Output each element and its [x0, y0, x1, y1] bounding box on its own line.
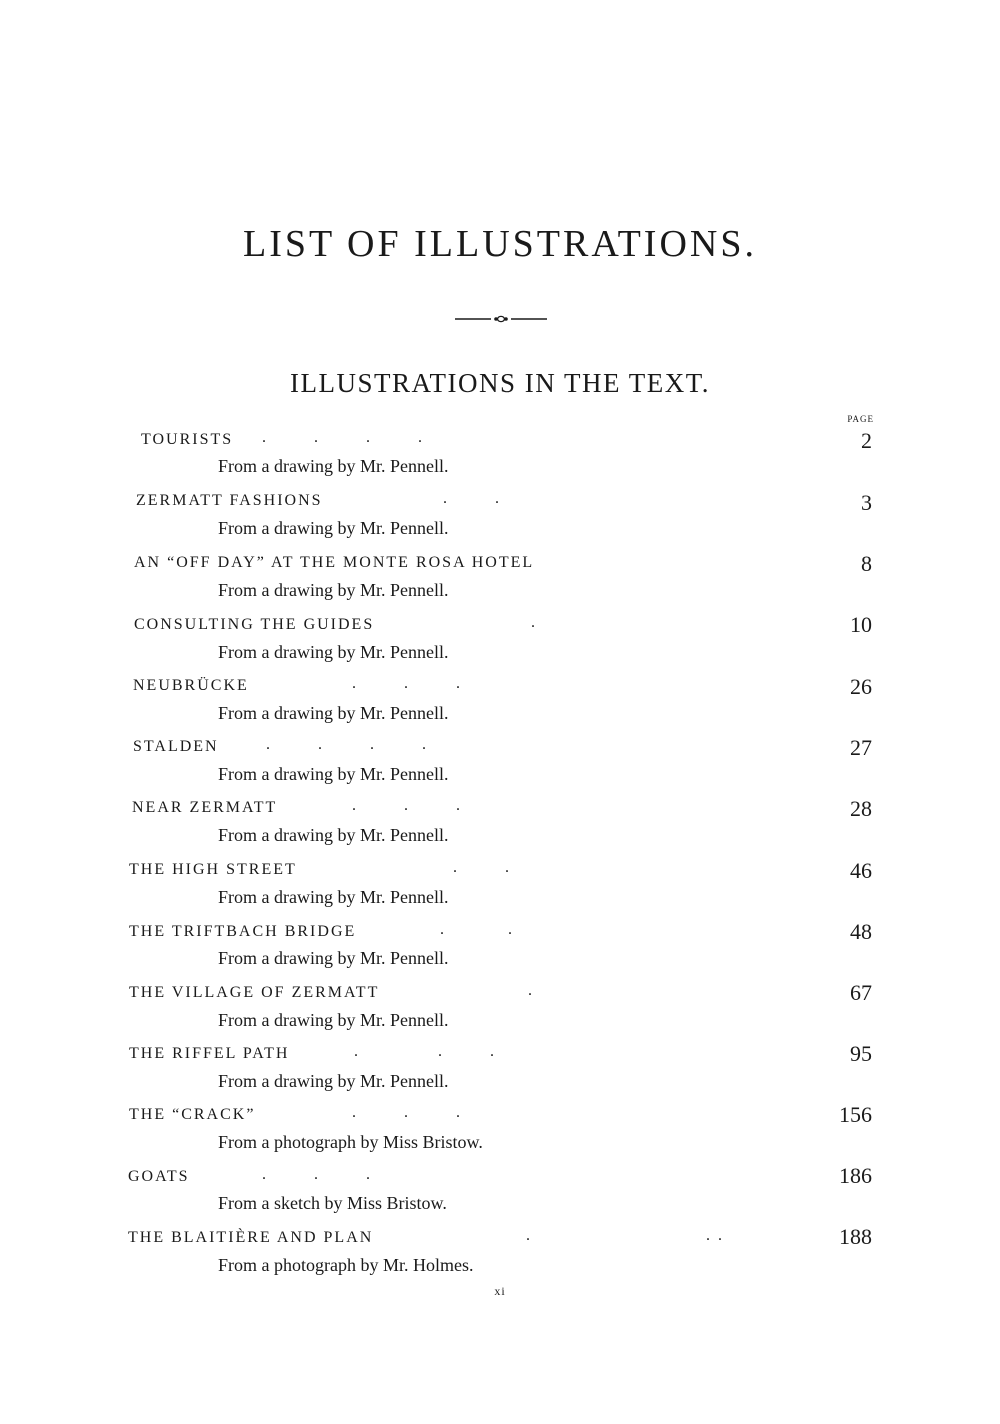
entry-title: ZERMATT FASHIONS [136, 492, 323, 509]
entry-credit: From a drawing by Mr. Pennell. [218, 948, 449, 968]
entry-title: THE “CRACK” [129, 1106, 256, 1123]
entry-page-number: 156 [839, 1102, 872, 1127]
entry-page-number: 46 [850, 858, 872, 883]
entry-credit: From a photograph by Miss Bristow. [218, 1132, 483, 1152]
entry-credit: From a drawing by Mr. Pennell. [218, 764, 449, 784]
entry-title: AN “OFF DAY” AT THE MONTE ROSA HOTEL [134, 554, 535, 571]
entry-title: THE BLAITIÈRE AND PLAN [128, 1229, 374, 1246]
entry-page-number: 2 [861, 428, 872, 453]
entry-credit: From a drawing by Mr. Pennell. [218, 580, 449, 600]
leader-dots: . [531, 614, 535, 631]
entry-credit: From a photograph by Mr. Holmes. [218, 1255, 474, 1275]
leader-dots: . . [440, 921, 512, 938]
entry-page-number: 95 [850, 1041, 872, 1066]
entry-page-number: 8 [861, 551, 872, 576]
leader-dots: . . [443, 490, 499, 507]
entry-credit: From a drawing by Mr. Pennell. [218, 518, 449, 538]
leader-dots: . . . [262, 1166, 370, 1183]
entry-title: NEUBRÜCKE [133, 677, 249, 694]
entry-credit: From a drawing by Mr. Pennell. [218, 825, 449, 845]
entry-page-number: 67 [850, 980, 872, 1005]
entry-title: THE VILLAGE OF ZERMATT [129, 984, 380, 1001]
entry-title: THE HIGH STREET [129, 861, 297, 878]
entry-page-number: 28 [850, 796, 872, 821]
entry-page-number: 26 [850, 674, 872, 699]
entry-credit: From a drawing by Mr. Pennell. [218, 456, 449, 476]
entry-title: GOATS [128, 1168, 190, 1185]
leader-dots: . . . [352, 675, 460, 692]
leader-dots: . . . [354, 1043, 494, 1060]
entry-credit: From a drawing by Mr. Pennell. [218, 1010, 449, 1030]
page-folio: xi [494, 1284, 506, 1298]
entry-credit: From a sketch by Miss Bristow. [218, 1193, 447, 1213]
entry-page-number: 188 [839, 1224, 872, 1249]
leader-dots: . . . . [262, 429, 422, 446]
entry-page-number: 186 [839, 1163, 872, 1188]
leader-dots: . [528, 982, 532, 999]
entry-credit: From a drawing by Mr. Pennell. [218, 642, 449, 662]
entry-title: STALDEN [133, 738, 219, 755]
entry-title: TOURISTS [141, 431, 234, 448]
entry-credit: From a drawing by Mr. Pennell. [218, 1071, 449, 1091]
entry-title: CONSULTING THE GUIDES [134, 616, 375, 633]
leader-dots: . . . . [266, 736, 426, 753]
leader-dots: . . [453, 859, 509, 876]
entry-page-number: 10 [850, 612, 872, 637]
leader-dots: . . . [526, 1227, 722, 1244]
entry-title: THE TRIFTBACH BRIDGE [129, 923, 357, 940]
leader-dots: . . . [352, 797, 460, 814]
entry-page-number: 48 [850, 919, 872, 944]
entry-title: NEAR ZERMATT [132, 799, 278, 816]
ornament-divider-icon [455, 312, 547, 326]
section-title: ILLUSTRATIONS IN THE TEXT. [290, 368, 710, 398]
page-column-label: PAGE [847, 414, 874, 424]
entry-page-number: 27 [850, 735, 872, 760]
entry-title: THE RIFFEL PATH [129, 1045, 290, 1062]
entry-page-number: 3 [861, 490, 872, 515]
leader-dots: . . . [352, 1104, 460, 1121]
page-title: LIST OF ILLUSTRATIONS. [243, 223, 757, 265]
entry-credit: From a drawing by Mr. Pennell. [218, 887, 449, 907]
entry-credit: From a drawing by Mr. Pennell. [218, 703, 449, 723]
